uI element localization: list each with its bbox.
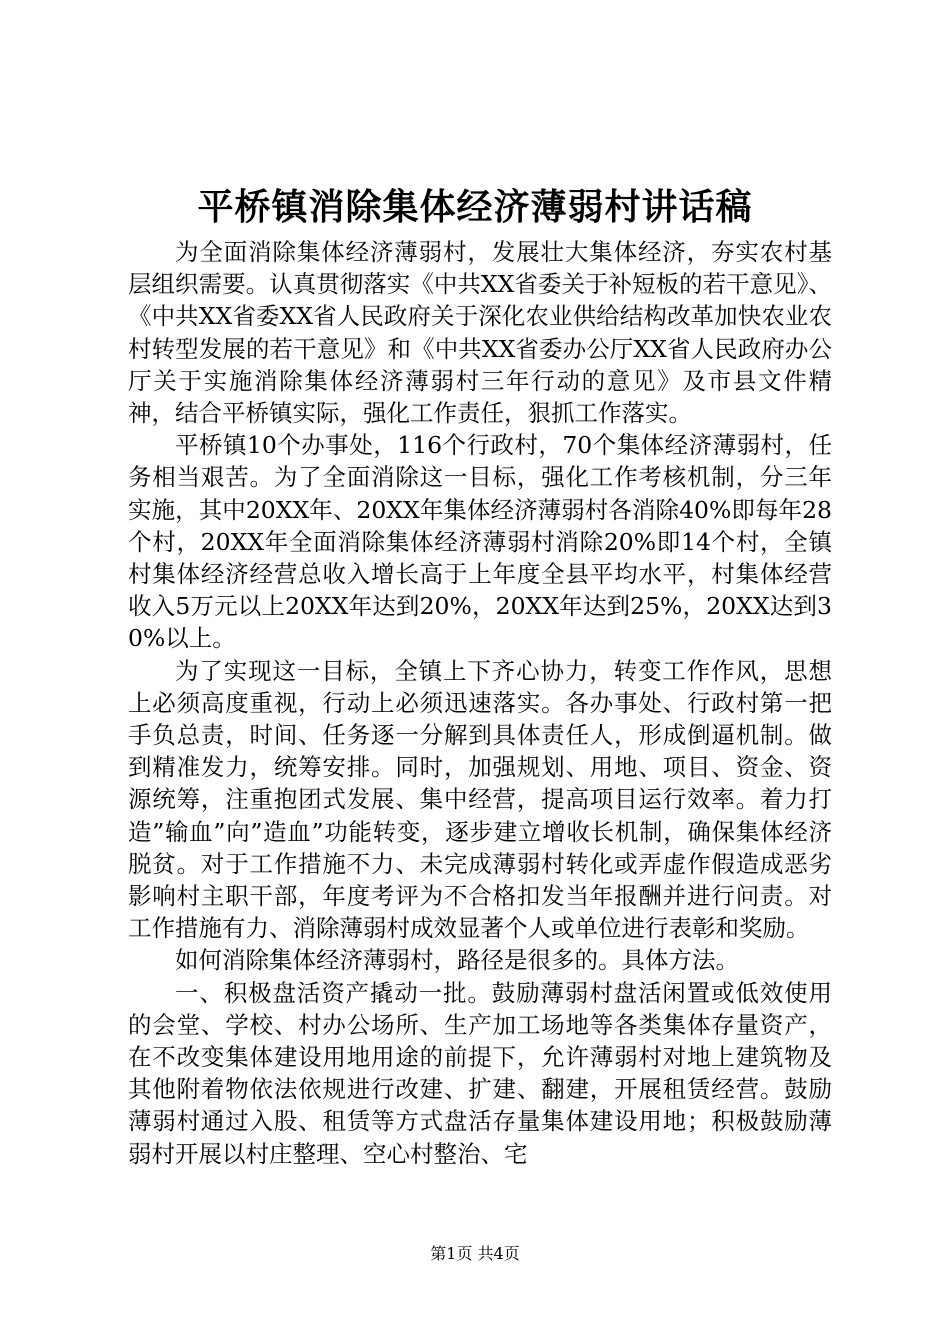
document-title: 平桥镇消除集体经济薄弱村讲话稿 xyxy=(197,186,753,228)
paragraph: 如何消除集体经济薄弱村，路径是很多的。具体方法。 xyxy=(175,946,739,975)
paragraph: 平桥镇10个办事处，116个行政村，70个集体经济薄弱村，任务相当艰苦。为了全面消除这一目标，强化工作考核机制，分三年实施，其中20XX年、20XX年集体经济薄弱村各消除40%即每年28个村，20XX年全面消除集体经济薄弱村消除20%即14个村，全镇村集体经济经营总收入增长高于上年度全县平均水平，村集体经营收入5万元以上20XX年达到20%，20XX年达到25%，20XX达到30%以上。 xyxy=(128,431,832,653)
paragraph: 为全面消除集体经济薄弱村，发展壮大集体经济，夯实农村基层组织需要。认真贯彻落实《中共XX省委关于补短板的若干意见》、《中共XX省委XX省人民政府关于深化农业供给结构改革加快农业农村转型发展的若干意见》和《中共XX省委办公厅XX省人民政府办公厅关于实施消除集体经济薄弱村三年行动的意见》及市县文件精神，结合平桥镇实际，强化工作责任，狠抓工作落实。 xyxy=(128,238,832,428)
paragraph: 一、积极盘活资产撬动一批。鼓励薄弱村盘活闲置或低效使用的会堂、学校、村办公场所、生产加工场地等各类集体存量资产，在不改变集体建设用地用途的前提下，允许薄弱村对地上建筑物及其他附着物依法依规进行改建、扩建、翻建，开展租赁经营。鼓励薄弱村通过入股、租赁等方式盘活存量集体建设用地；积极鼓励薄弱村开展以村庄整理、空心村整治、宅 xyxy=(128,978,832,1168)
document-body xyxy=(128,236,832,1170)
page-footer: 第1页 共4页 xyxy=(430,1244,520,1263)
paragraph: 为了实现这一目标，全镇上下齐心协力，转变工作作风，思想上必须高度重视，行动上必须迅速落实。各办事处、行政村第一把手负总责，时间、任务逐一分解到具体责任人，形成倒逼机制。做到精准发力，统筹安排。同时，加强规划、用地、项目、资金、资源统筹，注重抱团式发展、集中经营，提高项目运行效率。着力打造”输血”向”造血”功能转变，逐步建立增收长机制，确保集体经济脱贫。对于工作措施不力、未完成薄弱村转化或弄虚作假造成恶劣影响村主职干部，年度考评为不合格扣发当年报酬并进行问责。对工作措施有力、消除薄弱村成效显著个人或单位进行表彰和奖励。 xyxy=(128,656,832,943)
